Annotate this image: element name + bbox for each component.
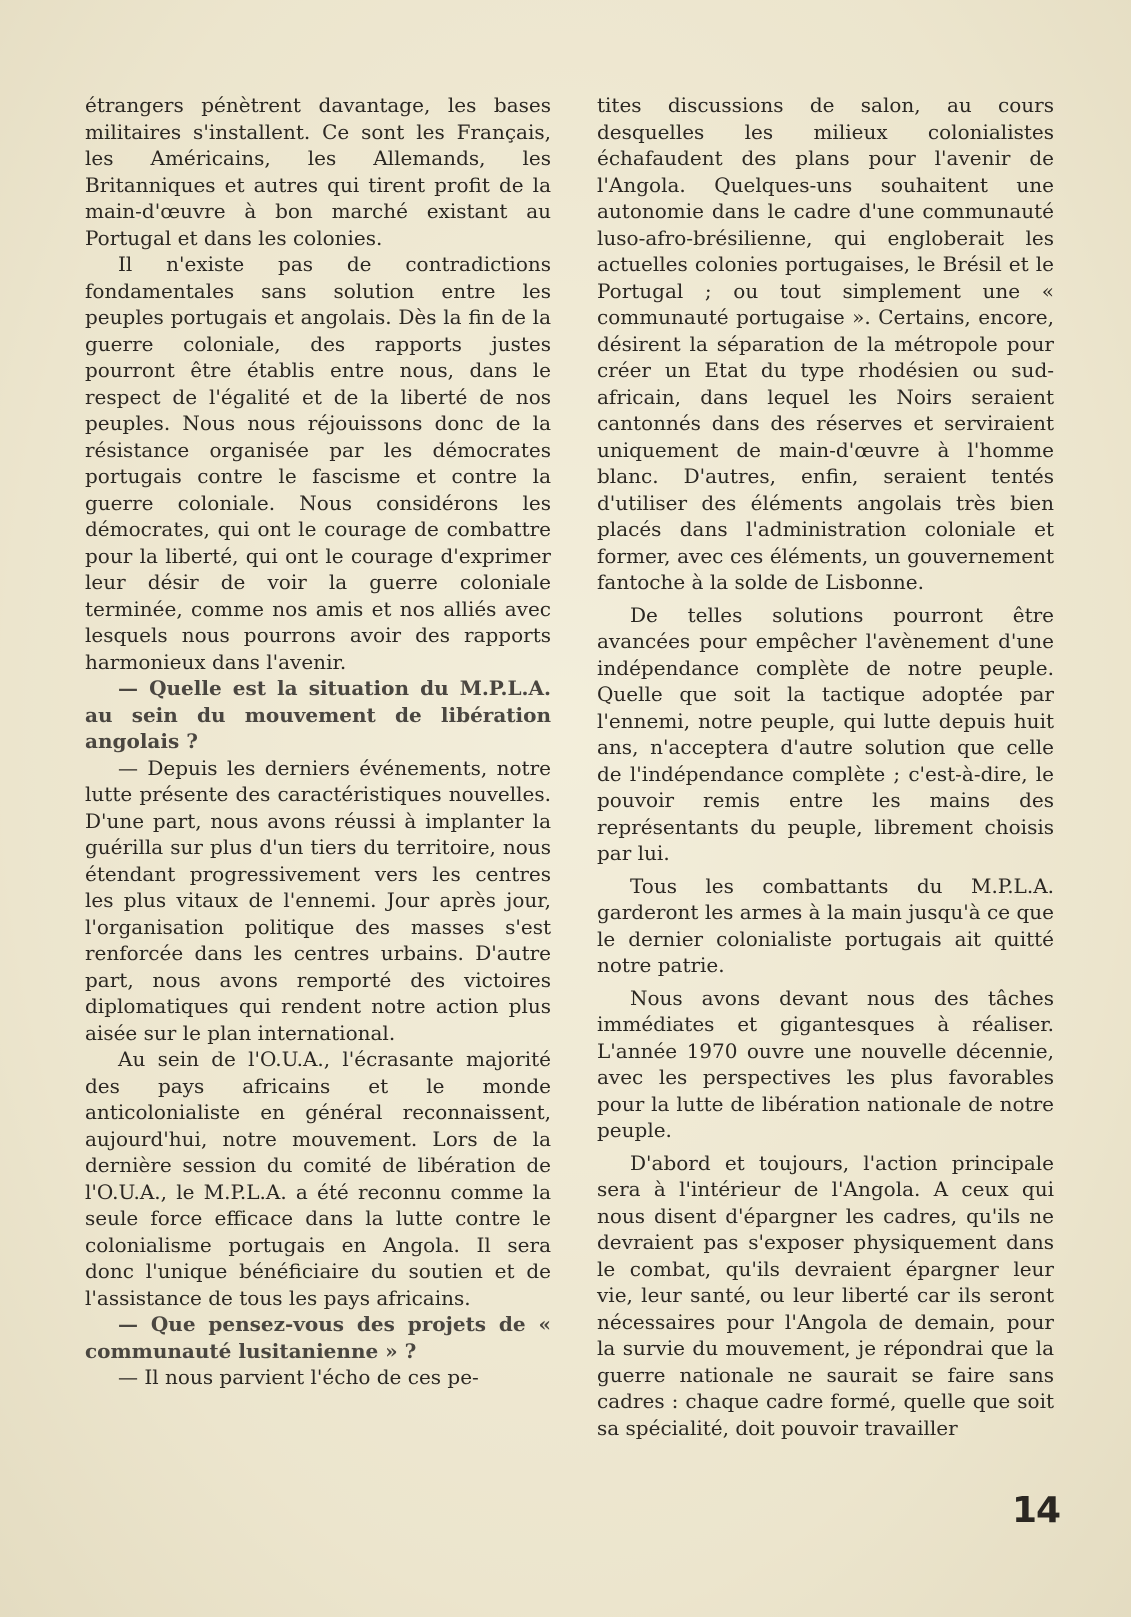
paragraph: D'abord et toujours, l'action principale sera à l'intérieur de l'Angola. A ceux qui nous disent d'épargner les cadres, qu'ils ne devraient pas s'exposer physiquement dans le combat, qu'ils devraient épargner leur vie, leur santé, ou leur liberté car ils seront nécessaires pour l'Angola de demain, pour la survie du mouvement, je répondrai que la guerre nationale ne saurait se faire sans cadres : chaque cadre formé, quelle que soit sa spécialité, doit pouvoir travailler: [597, 1150, 1054, 1440]
interview-question: — Quelle est la situation du M.P.L.A. au sein du mouvement de libération angolais ?: [85, 676, 551, 753]
paragraph: Nous avons devant nous des tâches immédiates et gigantesques à réaliser. L'année 1970 ouvre une nouvelle décennie, avec les perspectives les plus favorables pour la lutte de libération nationale de notre peuple.: [597, 985, 1054, 1142]
paragraph: Tous les combattants du M.P.L.A. garderont les armes à la main jusqu'à ce que le dernier colonialiste portugais ait quitté notre patrie.: [597, 873, 1054, 977]
right-column: [597, 92, 1054, 1441]
left-column: [85, 92, 551, 1391]
paragraph: De telles solutions pourront être avancées pour empêcher l'avènement d'une indépendance complète de notre peuple. Quelle que soit la tactique adoptée par l'ennemi, notre peuple, qui lutte depuis huit ans, n'acceptera d'autre solution que celle de l'indépendance complète ; c'est-à-dire, le pouvoir remis entre les mains des représentants du peuple, librement choisis par lui.: [597, 602, 1054, 865]
paragraph: — Depuis les derniers événements, notre lutte présente des caractéristiques nouvelles. D'une part, nous avons réussi à implanter la guérilla sur plus d'un tiers du territoire, nous étendant progressivement vers les centres les plus vitaux de l'ennemi. Jour après jour, l'organisation politique des masses s'est renforcée dans les centres urbains. D'autre part, nous avons remporté des victoires diplomatiques qui rendent notre action plus aisée sur le plan international.: [85, 755, 551, 1045]
paragraph: — Il nous parvient l'écho de ces pe-: [118, 1365, 479, 1389]
paragraph: Au sein de l'O.U.A., l'écrasante majorité des pays africains et le monde anticolonialiste en général reconnaissent, aujourd'hui, notre mouvement. Lors de la dernière session du comité de libération de l'O.U.A., le M.P.L.A. a été reconnu comme la seule force efficace dans la lutte contre le colonialisme portugais en Angola. Il sera donc l'unique bénéficiaire du soutien et de l'assistance de tous les pays africains.: [85, 1047, 551, 1310]
paragraph: tites discussions de salon, au cours desquelles les milieux colonialistes échafaudent des plans pour l'avenir de l'Angola. Quelques-uns souhaitent une autonomie dans le cadre d'une communauté luso-afro-brésilienne, qui engloberait les actuelles colonies portugaises, le Brésil et le Portugal ; ou tout simplement une « communauté portugaise ». Certains, encore, désirent la séparation de la métropole pour créer un Etat du type rhodésien ou sud-africain, dans lequel les Noirs seraient cantonnés dans des réserves et serviraient uniquement de main-d'œuvre à l'homme blanc. D'autres, enfin, seraient tentés d'utiliser des éléments angolais très bien placés dans l'administration coloniale et former, avec ces éléments, un gouvernement fantoche à la solde de Lisbonne.: [597, 93, 1054, 594]
interview-question: — Que pensez-vous des projets de « communauté lusitanienne » ?: [85, 1312, 551, 1363]
paragraph: Il n'existe pas de contradictions fondamentales sans solution entre les peuples portugais et angolais. Dès la fin de la guerre coloniale, des rapports justes pourront être établis entre nous, dans le respect de l'égalité et de la liberté de nos peuples. Nous nous réjouissons donc de la résistance organisée par les démocrates portugais contre le fascisme et contre la guerre coloniale. Nous considérons les démocrates, qui ont le courage de combattre pour la liberté, qui ont le courage d'exprimer leur désir de voir la guerre coloniale terminée, comme nos amis et nos alliés avec lesquels nous pourrons avoir des rapports harmonieux dans l'avenir.: [85, 252, 551, 674]
page-number: 14: [1012, 1490, 1061, 1531]
paragraph: étrangers pénètrent davantage, les bases militaires s'installent. Ce sont les Français, les Américains, les Allemands, les Britanniques et autres qui tirent profit de la main-d'œuvre à bon marché existant au Portugal et dans les colonies.: [85, 93, 551, 250]
